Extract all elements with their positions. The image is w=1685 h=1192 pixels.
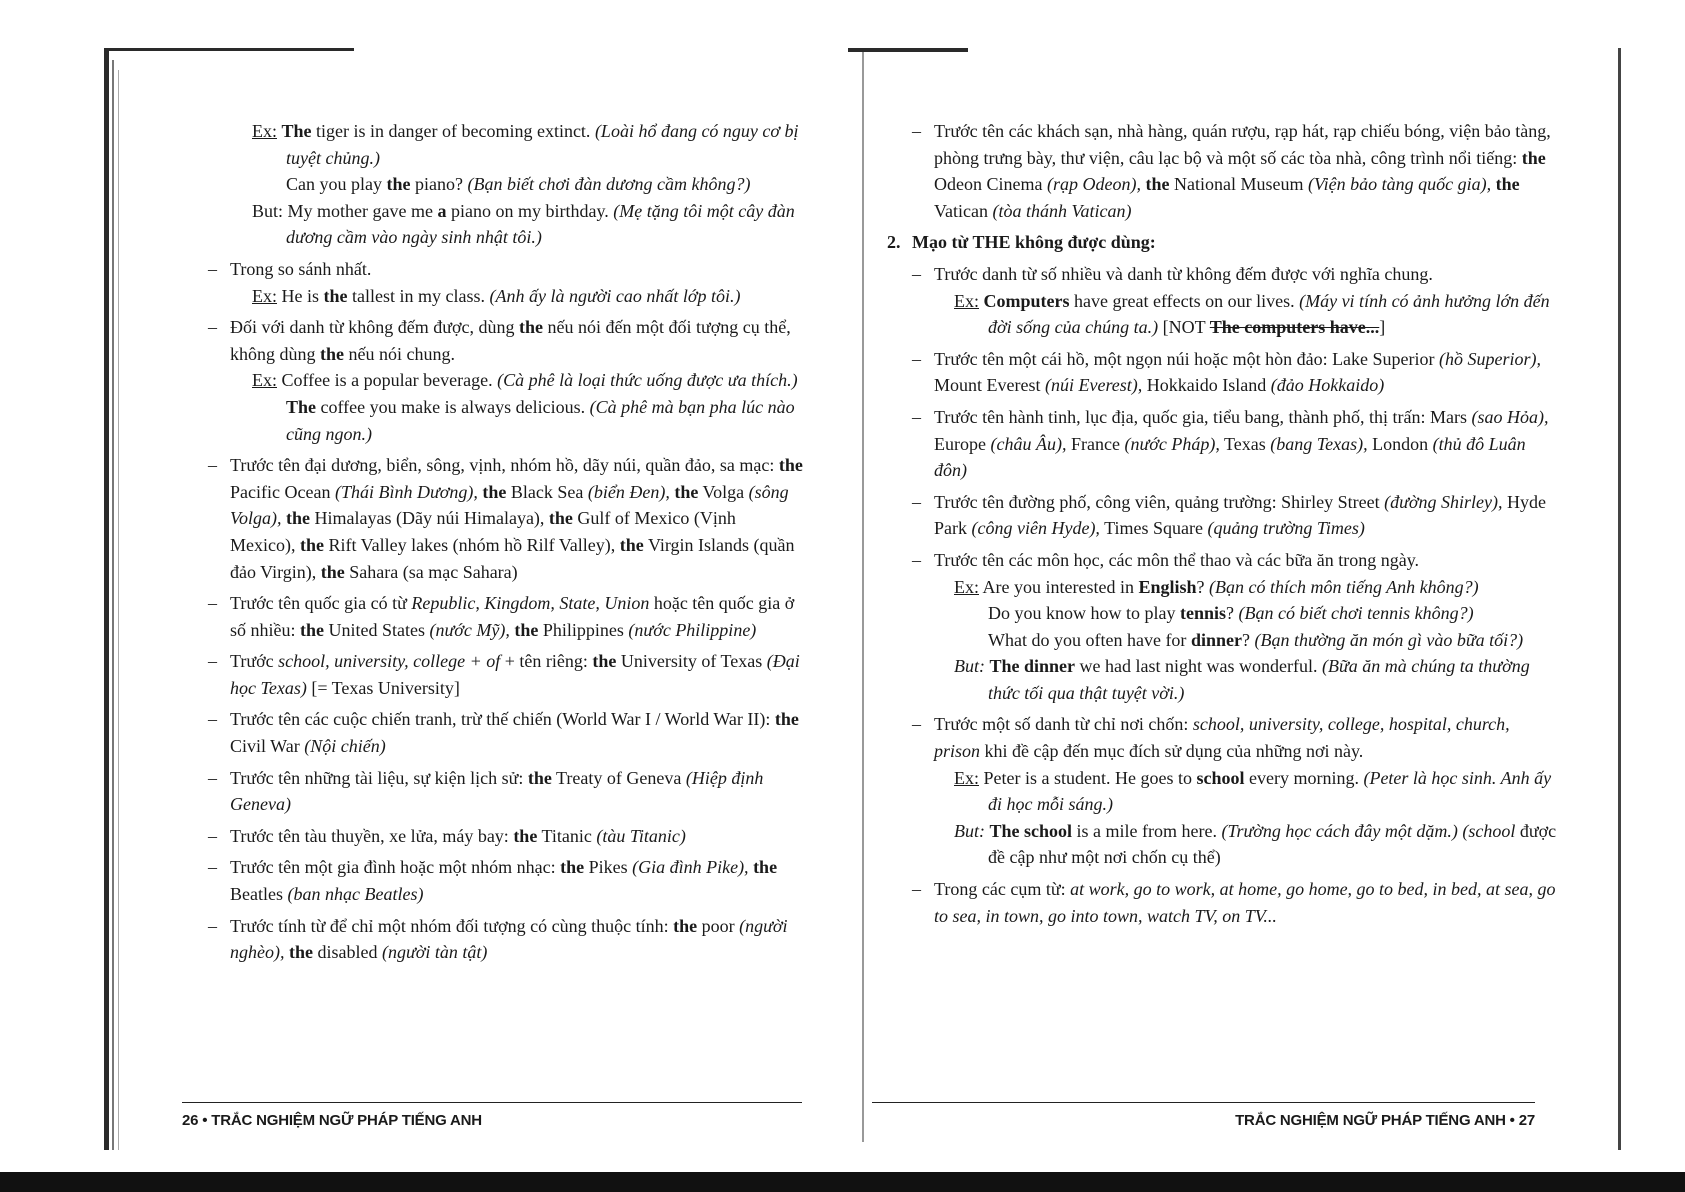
text-run: the <box>386 174 411 195</box>
text-run: (nước Mỹ), <box>429 619 510 640</box>
text-run: Trước một số danh từ chỉ nơi chốn: <box>934 714 1193 735</box>
text-run: a <box>437 200 447 221</box>
text-run: Pacific Ocean <box>230 481 335 502</box>
text-run: Texas <box>1219 433 1271 454</box>
text-run: (người tàn tật) <box>381 942 488 963</box>
example-label: Ex: <box>954 767 979 788</box>
text-run: nếu nói đến một đối tượng cụ thể, không dùng <box>230 317 791 364</box>
text-run: (Bạn biết chơi đàn dương cầm không?) <box>467 174 751 195</box>
example-line <box>954 653 1557 706</box>
text-run: is a mile from here. <box>1072 820 1222 841</box>
text-run: Trước tên các khách sạn, nhà hàng, quán rượu, rạp hát, rạp chiếu bóng, viện bảo tàng, phòng trưng bày, thư viện, câu lạc bộ và một số các tòa nhà, công trình nổi tiếng: <box>934 121 1551 168</box>
text-run: nếu nói chung. <box>344 343 455 364</box>
text-run: (Bạn thường ăn món gì vào bữa tối?) <box>1254 629 1524 650</box>
bullet-item <box>912 489 1557 542</box>
text-run: (công viên Hyde), <box>971 518 1100 539</box>
text-run: Vatican <box>934 200 993 221</box>
text-run: Trước danh từ số nhiều và danh từ không đếm được với nghĩa chung. <box>934 263 1433 284</box>
text-run: the <box>674 481 699 502</box>
bullet-item <box>912 711 1557 764</box>
text-run: Europe <box>934 433 991 454</box>
text-run: Mạo từ THE không được dùng: <box>912 232 1156 253</box>
text-run: the <box>527 767 552 788</box>
example-label: Ex: <box>954 576 979 597</box>
text-run: (Bạn có thích môn tiếng Anh không?) <box>1209 576 1479 597</box>
text-run: (sông Volga), <box>230 481 789 529</box>
text-run: (bang Texas), <box>1270 433 1368 454</box>
example-line <box>252 283 805 310</box>
bullet-item <box>208 452 805 585</box>
text-run: The dinner <box>989 656 1076 677</box>
text-run: được đề cập như một nơi chốn cụ thể) <box>988 820 1557 868</box>
example-continuation <box>954 627 1557 654</box>
text-run: (tàu Titanic) <box>596 825 686 846</box>
text-run: [= Texas University] <box>306 677 460 698</box>
text-run: (nước Pháp), <box>1124 433 1220 454</box>
text-run: Trước tên quốc gia có từ <box>230 593 412 614</box>
text-run: United States <box>324 619 430 640</box>
example-continuation <box>954 600 1557 627</box>
example-label: But: <box>954 820 985 841</box>
text-run: Đối với danh từ không đếm được, dùng <box>230 317 520 338</box>
left-page <box>0 0 842 1172</box>
example-line <box>954 818 1557 871</box>
text-run: English <box>1138 576 1197 597</box>
text-run: piano on my birthday. <box>446 200 614 221</box>
right-page <box>842 0 1685 1172</box>
example-line <box>252 118 805 171</box>
text-run: tennis <box>1180 603 1227 624</box>
text-run: Trước tên một gia đình hoặc một nhóm nhạc: <box>230 857 561 878</box>
text-run: the <box>774 709 799 730</box>
text-run: (Viện bảo tàng quốc gia), <box>1307 174 1492 195</box>
page-footer: 26 • TRẮC NGHIỆM NGỮ PHÁP TIẾNG ANH <box>182 1112 482 1129</box>
text-run: tiger is in danger of becoming extinct. <box>311 121 595 141</box>
text-run: Trước tên đường phố, công viên, quảng trường: Shirley Street <box>934 491 1385 512</box>
bullet-item <box>208 854 805 907</box>
text-run: every morning. <box>1244 767 1364 788</box>
example-line <box>954 765 1557 818</box>
text-run: Do you know how to play <box>988 603 1180 624</box>
text-run: Trước tính từ để chỉ một nhóm đối tượng có cùng thuộc tính: <box>230 915 674 936</box>
scan-bottom-band <box>0 1172 1685 1192</box>
example-label: Ex: <box>252 370 277 391</box>
bullet-item <box>912 346 1557 399</box>
text-run: coffee you make is always delicious. <box>316 396 590 417</box>
text-run: (Hiệp định Geneva) <box>230 767 764 815</box>
text-run: (biển Đen), <box>587 481 670 502</box>
text-run: He is <box>281 285 324 306</box>
text-run: Gulf of Mexico (Vịnh Mexico), <box>230 508 736 555</box>
text-run: (đường Shirley), <box>1384 491 1503 512</box>
text-run: Hokkaido Island <box>1142 375 1271 396</box>
section-heading <box>887 229 1557 256</box>
text-run: + tên riêng: <box>500 651 593 672</box>
text-run: Republic, Kingdom, State, Union <box>411 593 650 614</box>
text-run: (Bữa ăn mà chúng ta thường thức tối qua thật tuyệt vời.) <box>988 656 1530 703</box>
text-run: the <box>548 508 573 529</box>
text-run: (châu Âu), <box>990 433 1067 454</box>
footer-rule <box>182 1102 802 1103</box>
text-run: (school <box>1462 820 1516 841</box>
text-run: the <box>514 619 539 640</box>
text-run: [NOT <box>1158 317 1210 338</box>
text-run: the <box>1495 174 1520 195</box>
bullet-item <box>208 648 805 701</box>
text-run: (nước Philippine) <box>628 619 757 640</box>
text-run: (Peter là học sinh. Anh ấy đi học mỗi sáng.) <box>988 767 1552 815</box>
text-run: disabled <box>312 942 382 963</box>
text-run: London <box>1367 433 1433 454</box>
text-run: Trước tên một cái hồ, một ngọn núi hoặc một hòn đảo: Lake Superior <box>934 348 1440 369</box>
example-label: Ex: <box>252 285 277 306</box>
text-run: Civil War <box>230 736 305 757</box>
text-run: Mount Everest <box>934 375 1045 396</box>
text-run: hoặc tên quốc gia ở số nhiều: <box>230 593 795 640</box>
text-run: the <box>592 651 617 672</box>
bullet-item <box>912 404 1557 484</box>
text-run: the <box>519 317 544 338</box>
text-run: (rạp Odeon), <box>1046 174 1141 195</box>
text-run: at work, go to work, at home, go home, go to bed, in bed, at sea, go to sea, in town, go into town, watch TV, on TV... <box>934 879 1556 926</box>
text-run: dinner <box>1190 629 1242 650</box>
bullet-item <box>912 118 1557 224</box>
text-run: the <box>513 825 538 846</box>
example-line <box>954 288 1557 341</box>
text-run: (hồ Superior), <box>1439 348 1542 369</box>
footer-rule <box>872 1102 1535 1103</box>
text-run: (Cà phê là loại thức uống được ưa thích.) <box>497 370 798 391</box>
text-run: the <box>560 857 585 878</box>
text-run: the <box>286 508 310 529</box>
bullet-item <box>208 590 805 643</box>
text-run: Times Square <box>1099 518 1208 539</box>
text-run: (núi Everest), <box>1044 375 1143 396</box>
text-run: Trước tên những tài liệu, sự kiện lịch sử: <box>230 767 528 788</box>
text-run: piano? <box>410 174 468 195</box>
bullet-item <box>208 706 805 759</box>
text-run: Rift Valley lakes (nhóm hồ Rilf Valley), <box>323 534 620 555</box>
right-page-body <box>887 118 1557 929</box>
text-run: Computers <box>983 290 1070 311</box>
text-run: the <box>673 915 698 936</box>
text-run: (Mẹ tặng tôi một cây đàn dương cầm vào ngày sinh nhật tôi.) <box>286 200 795 248</box>
text-run: Trước tên hành tinh, lục địa, quốc gia, tiểu bang, thành phố, thị trấn: Mars <box>934 406 1472 427</box>
text-run: (quảng trường Times) <box>1207 518 1365 539</box>
text-run: (Thái Bình Dương), <box>334 481 478 502</box>
bullet-item <box>912 876 1557 929</box>
text-run: the <box>482 481 507 502</box>
text-run: ? <box>1196 576 1210 597</box>
bullet-item <box>912 261 1557 288</box>
text-run: (Máy vi tính có ảnh hưởng lớn đến đời sống của chúng ta.) <box>988 290 1550 338</box>
text-run: Trước tên các cuộc chiến tranh, trừ thế chiến (World War I / World War II): <box>230 709 775 730</box>
example-line <box>252 367 805 394</box>
text-run: the <box>300 619 324 640</box>
bullet-item <box>208 256 805 283</box>
text-run: Trước <box>230 651 279 672</box>
text-run: poor <box>697 915 740 936</box>
text-run: the <box>320 561 345 582</box>
text-run: (Đại học Texas) <box>230 651 800 698</box>
text-run: Trong so sánh nhất. <box>230 258 372 279</box>
text-run: the <box>299 534 324 555</box>
text-run: (đảo Hokkaido) <box>1270 375 1385 396</box>
text-run: Are you interested in <box>982 576 1139 597</box>
example-line <box>954 574 1557 601</box>
text-run: (Bạn có biết chơi tennis không?) <box>1238 603 1474 624</box>
page-footer: TRẮC NGHIỆM NGỮ PHÁP TIẾNG ANH • 27 <box>1235 1112 1535 1129</box>
text-run: Peter is a student. He goes to <box>983 767 1197 788</box>
text-run: ] <box>1379 317 1386 338</box>
example-label: Ex: <box>252 121 277 141</box>
example-continuation <box>252 171 805 198</box>
text-run: National Museum <box>1169 174 1308 195</box>
example-line <box>252 198 805 251</box>
text-run: (người nghèo), <box>230 915 788 963</box>
text-run: Black Sea <box>506 481 588 502</box>
text-run: (ban nhạc Beatles) <box>287 884 424 905</box>
text-run: (Nội chiến) <box>304 736 386 757</box>
text-run: France <box>1066 433 1125 454</box>
text-run: Virgin Islands (quần đảo Virgin), <box>230 534 795 582</box>
example-label: But: <box>954 656 985 677</box>
text-run: Trong các cụm từ: <box>934 879 1071 900</box>
text-run: the <box>1521 147 1546 168</box>
text-run: khi đề cập đến mục đích sử dụng của những nơi này. <box>980 741 1364 762</box>
text-run: The <box>281 121 312 141</box>
text-run: Trước tên các môn học, các môn thể thao và các bữa ăn trong ngày. <box>934 549 1420 570</box>
text-run: Odeon Cinema <box>934 174 1047 195</box>
bullet-item <box>208 823 805 850</box>
text-run: the <box>320 343 344 364</box>
text-run: school <box>1196 767 1245 788</box>
text-run: Hyde Park <box>934 491 1547 539</box>
text-run: (Trường học cách đây một dặm.) <box>1221 820 1458 841</box>
text-run: Sahara (sa mạc Sahara) <box>344 561 518 582</box>
left-page-body <box>230 118 805 966</box>
section-number: 2. <box>887 232 901 253</box>
text-run: (Cà phê mà bạn pha lúc nào cũng ngon.) <box>286 396 795 444</box>
text-run: the <box>753 857 778 878</box>
bullet-item <box>912 547 1557 574</box>
text-run: ? <box>1241 629 1255 650</box>
text-run: tallest in my class. <box>347 285 490 306</box>
text-run: have great effects on our lives. <box>1069 290 1300 311</box>
text-run: Trước tên tàu thuyền, xe lửa, máy bay: <box>230 825 514 846</box>
text-run: (sao Hỏa), <box>1471 406 1549 427</box>
text-run: Volga <box>698 481 749 502</box>
text-run: we had last night was wonderful. <box>1075 656 1322 677</box>
text-run: (thủ đô Luân đôn) <box>934 433 1526 481</box>
text-run: school, university, college, hospital, church, prison <box>934 714 1510 762</box>
text-run: school, university, college + of <box>278 651 501 672</box>
text-run: the <box>619 534 644 555</box>
text-run: Pikes <box>584 857 633 878</box>
text-run: ? <box>1226 603 1239 624</box>
text-run: (Loài hổ đang có nguy cơ bị tuyệt chủng.) <box>286 121 799 168</box>
text-run: What do you often have for <box>988 629 1191 650</box>
text-run: the <box>288 942 313 963</box>
text-run: Beatles <box>230 884 288 905</box>
text-run: The computers have... <box>1209 317 1380 338</box>
text-run: (tòa thánh Vatican) <box>992 200 1132 221</box>
text-run: Can you play <box>286 174 387 195</box>
text-run: (Gia đình Pike), <box>632 857 749 878</box>
text-run: Treaty of Geneva <box>551 767 686 788</box>
example-continuation <box>252 394 805 447</box>
text-run: Himalayas (Dãy núi Himalaya), <box>310 508 549 529</box>
text-run: the <box>323 285 348 306</box>
bullet-item <box>208 765 805 818</box>
example-label: Ex: <box>954 290 979 311</box>
text-run: The school <box>989 820 1073 841</box>
text-run: Trước tên đại dương, biển, sông, vịnh, nhóm hồ, dãy núi, quần đảo, sa mạc: <box>230 455 779 476</box>
text-run: University of Texas <box>616 651 767 672</box>
bullet-item <box>208 913 805 966</box>
text-run: the <box>778 455 803 476</box>
text-run: My mother gave me <box>287 200 438 221</box>
text-run: Coffee is a popular beverage. <box>281 370 498 391</box>
text-run: (Anh ấy là người cao nhất lớp tôi.) <box>489 285 741 306</box>
text-run: the <box>1145 174 1170 195</box>
text-run: The <box>286 396 317 417</box>
text-run: Titanic <box>537 825 597 846</box>
bullet-item <box>208 314 805 367</box>
text-run: Philippines <box>538 619 629 640</box>
example-label: But: <box>252 200 284 221</box>
